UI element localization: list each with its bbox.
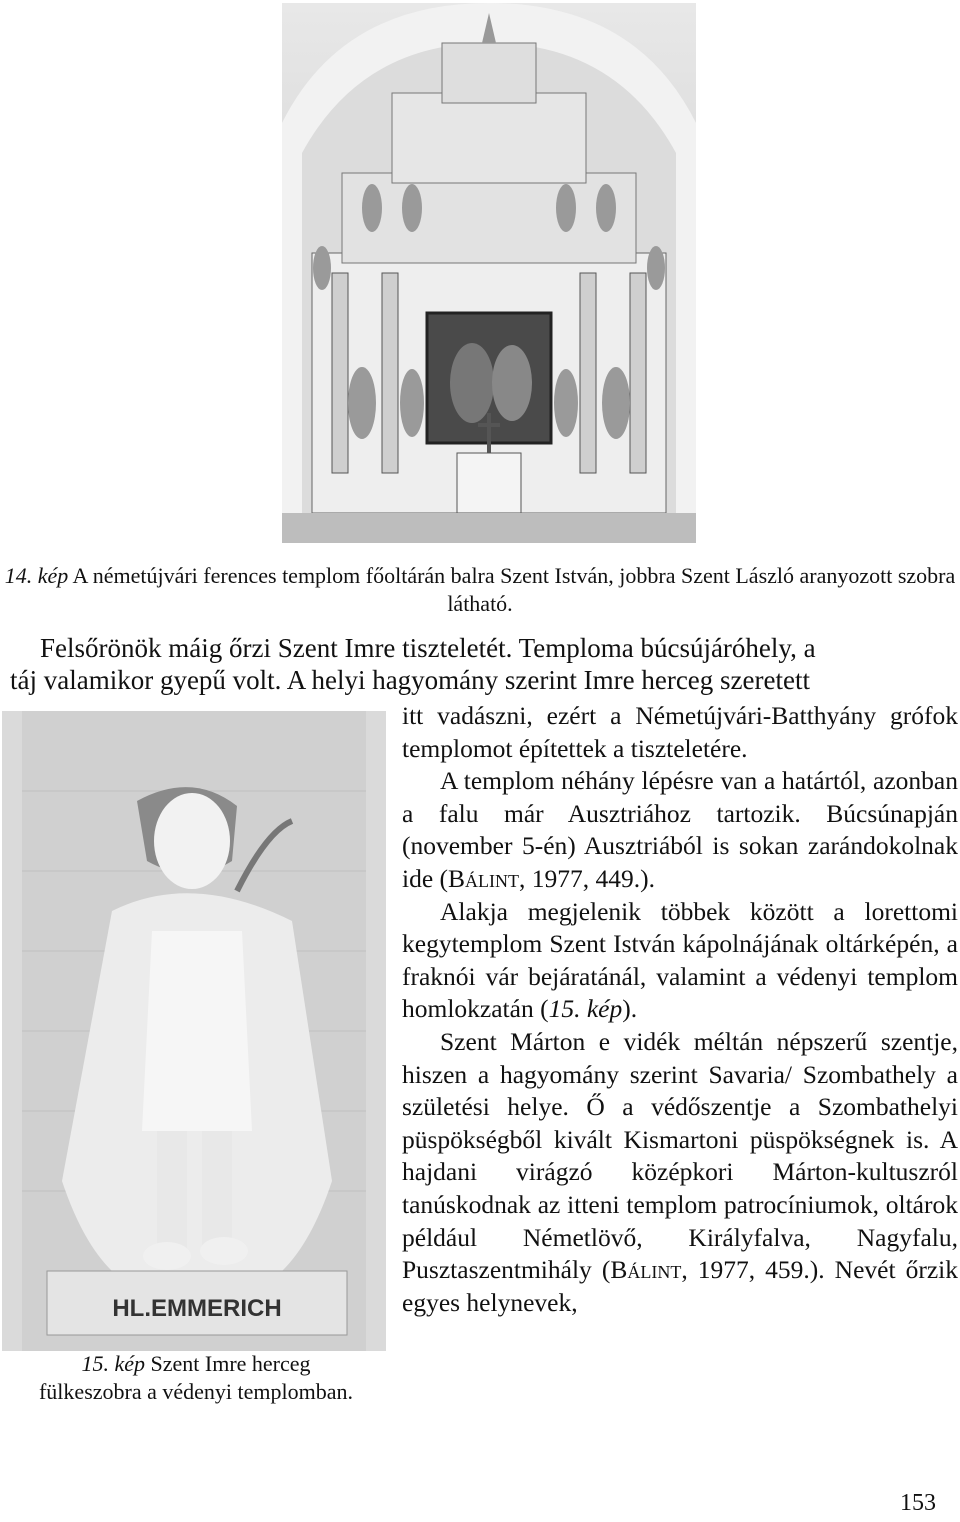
paragraph-2-text: A templom néhány lépésre van a határtól, azonban a falu már Ausztriához tartozik. Búcsúnapján (november 5-én) Ausztriából is sokan zarándokolnak ide ( <box>402 766 958 893</box>
paragraph-3 <box>402 896 958 1026</box>
figure-15-caption <box>0 1350 392 1406</box>
figure-15-label: 15. kép <box>81 1351 145 1376</box>
figure-14-caption <box>0 562 960 618</box>
figure-reference: 15. kép <box>548 994 623 1024</box>
citation-author: Bálint <box>448 863 520 893</box>
figure-15-text-2: fülkeszobra a védenyi templomban. <box>38 1379 353 1404</box>
intro-line-1: Felsőrönök máig őrzi Szent Imre tiszteletét. Temploma búcsújáróhely, a <box>40 633 816 663</box>
paragraph-4 <box>402 1026 958 1319</box>
page-number: 153 <box>900 1490 936 1516</box>
statue-inscription: HL.EMMERICH <box>112 1295 282 1322</box>
figure-14-label: 14. kép <box>4 563 69 588</box>
paragraph-2 <box>402 765 958 895</box>
paragraph-3-tail: ). <box>622 994 638 1024</box>
altar-illustration <box>282 3 696 543</box>
paragraph-1: itt vadászni, ezért a Németújvári-Batthyány grófok templomot építettek a tiszteletére. <box>402 701 958 763</box>
paragraph-2-tail: , 1977, 449.). <box>519 863 656 893</box>
intro-line-2: táj valamikor gyepű volt. A helyi hagyomány szerint Imre herceg szeretett <box>10 665 810 695</box>
intro-paragraph <box>10 632 950 696</box>
statue-illustration <box>2 711 386 1351</box>
paragraph-4-text: Szent Márton e vidék méltán népszerű szentje, hiszen a hagyomány szerint Savaria/ Szombathely a születési helye. Ő a védőszentje a Szombathelyi püspökségből kivált Kismartoni püspökségnek is. A hajdani virágzó középkori Márton-kultuszról tanúskodnak az itteni templom patrocíniumok, oltárok például Németlövő, Királyfalva, Nagyfalu, Pusztaszentmihály ( <box>402 1026 958 1285</box>
paragraph-4-tail: , 1977, 459.). Nevét őrzik egyes helynevek, <box>402 1255 958 1317</box>
text-column <box>402 700 958 1319</box>
figure-15-text-1: Szent Imre herceg <box>150 1351 311 1376</box>
paragraph-3-text: Alakja megjelenik többek között a lorettomi kegytemplom Szent István kápolnájának oltárképén, a fraknói vár bejáratánál, valamint a védenyi templom homlokzatán ( <box>402 896 958 1024</box>
citation-author: Bálint <box>610 1255 682 1285</box>
figure-14-text: A németújvári ferences templom főoltárán balra Szent István, jobbra Szent László aranyozott szobra látható. <box>72 563 956 616</box>
statue-photo <box>2 711 386 1351</box>
altar-photo <box>282 3 696 543</box>
